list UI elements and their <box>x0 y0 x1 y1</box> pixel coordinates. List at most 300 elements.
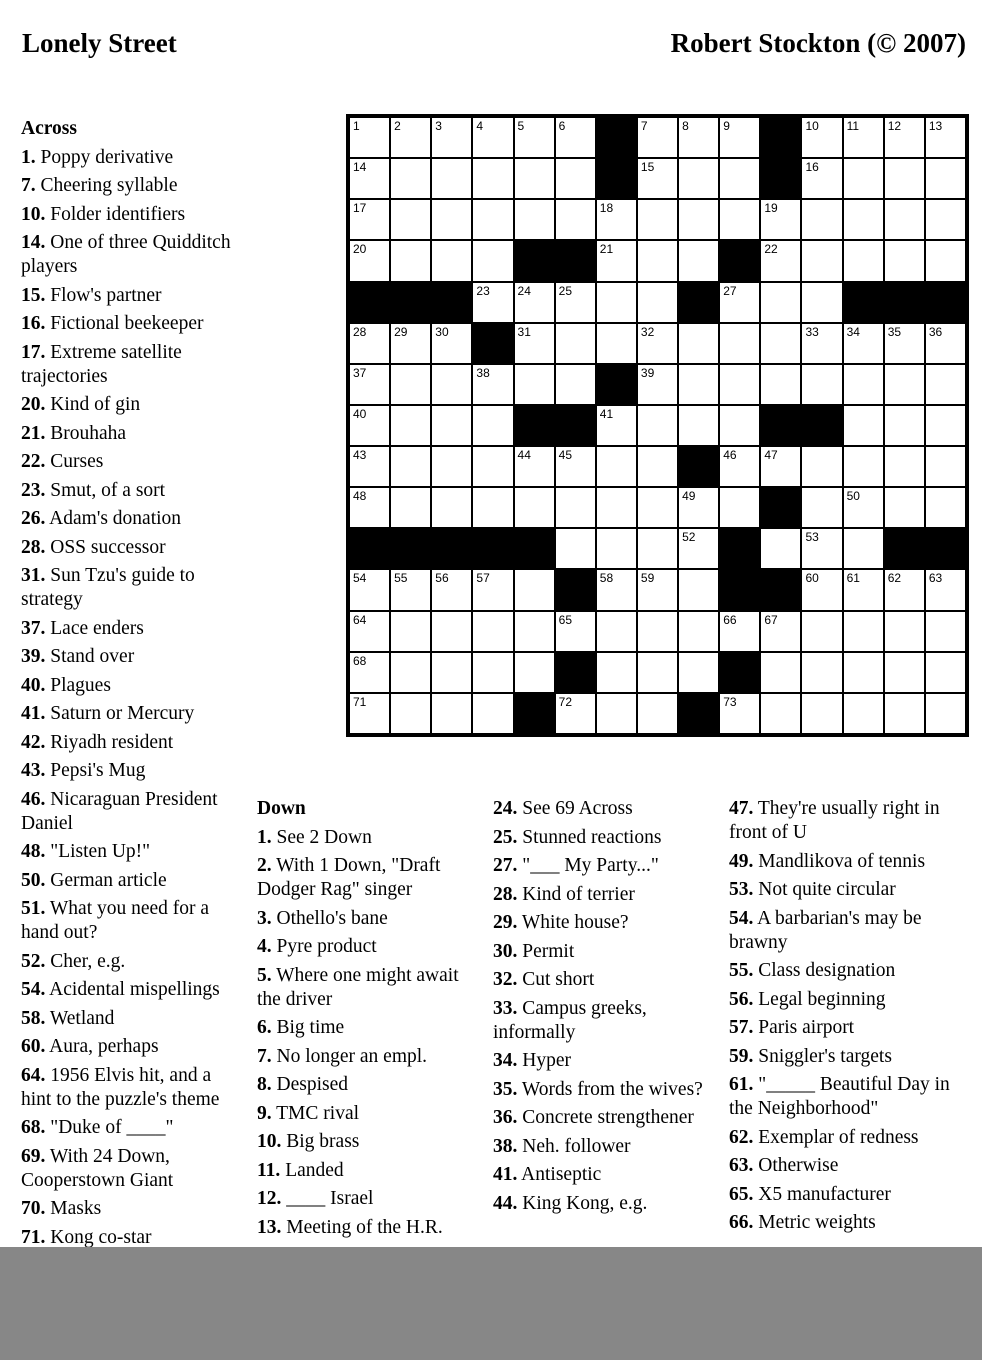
grid-cell[interactable] <box>884 446 925 487</box>
clue-item <box>21 1197 239 1221</box>
grid-cell[interactable] <box>431 446 472 487</box>
grid-cell[interactable] <box>678 158 719 199</box>
grid-cell[interactable] <box>760 240 801 281</box>
grid-cell[interactable] <box>678 199 719 240</box>
cell-number: 16 <box>805 160 819 175</box>
grid-cell[interactable] <box>390 693 431 734</box>
grid-cell[interactable] <box>843 487 884 528</box>
grid-cell[interactable] <box>760 693 801 734</box>
grid-cell[interactable] <box>431 405 472 446</box>
grid-cell[interactable] <box>637 611 678 652</box>
clue-number: 47. <box>729 798 754 819</box>
grid-cell[interactable] <box>760 364 801 405</box>
clue-item <box>21 174 239 198</box>
clue-item <box>21 840 239 864</box>
grid-cell[interactable] <box>596 528 637 569</box>
grid-cell[interactable] <box>390 652 431 693</box>
clue-text: Acidental mispellings <box>45 979 220 1000</box>
grid-cell[interactable] <box>390 199 431 240</box>
clue-text: Cut short <box>517 969 595 990</box>
across-clues <box>21 117 239 1254</box>
clue-number: 37. <box>21 617 46 639</box>
grid-cell[interactable] <box>637 323 678 364</box>
grid-cell[interactable] <box>925 652 966 693</box>
grid-cell[interactable] <box>719 364 760 405</box>
grid-cell[interactable] <box>637 117 678 158</box>
grid-cell[interactable] <box>390 405 431 446</box>
grid-cell[interactable] <box>801 364 842 405</box>
grid-cell[interactable] <box>925 405 966 446</box>
grid-block <box>514 528 555 569</box>
grid-cell[interactable] <box>596 652 637 693</box>
grid-cell[interactable] <box>637 282 678 323</box>
grid-cell[interactable] <box>637 199 678 240</box>
down-clues-column-1 <box>257 797 479 1244</box>
grid-cell[interactable] <box>349 652 390 693</box>
bottom-overlay-bar <box>0 1247 982 1360</box>
clue-item <box>21 1007 239 1031</box>
cell-number: 6 <box>558 119 566 133</box>
grid-cell[interactable] <box>596 199 637 240</box>
grid-cell[interactable] <box>801 323 842 364</box>
grid-cell[interactable] <box>801 569 842 610</box>
grid-cell[interactable] <box>431 240 472 281</box>
cell-number: 71 <box>353 694 367 709</box>
clue-number: 35. <box>493 1078 518 1100</box>
grid-cell[interactable] <box>637 528 678 569</box>
grid-cell[interactable] <box>349 323 390 364</box>
grid-cell[interactable] <box>514 446 555 487</box>
grid-block <box>472 323 513 364</box>
grid-cell[interactable] <box>637 569 678 610</box>
crossword-grid <box>346 114 969 737</box>
grid-cell[interactable] <box>925 323 966 364</box>
clue-item <box>21 897 239 945</box>
grid-cell[interactable] <box>801 240 842 281</box>
grid-cell[interactable] <box>514 158 555 199</box>
grid-cell[interactable] <box>637 652 678 693</box>
clue-item <box>21 1226 239 1250</box>
grid-cell[interactable] <box>390 364 431 405</box>
grid-cell[interactable] <box>843 240 884 281</box>
clue-text: Neh. follower <box>517 1135 631 1157</box>
clue-text: Cher, e.g. <box>45 950 126 972</box>
clue-number: 56. <box>729 988 754 1010</box>
grid-cell[interactable] <box>349 240 390 281</box>
grid-cell[interactable] <box>514 569 555 610</box>
clue-number: 12. <box>257 1188 282 1209</box>
grid-cell[interactable] <box>637 693 678 734</box>
grid-cell[interactable] <box>884 158 925 199</box>
grid-cell[interactable] <box>472 405 513 446</box>
grid-cell[interactable] <box>884 199 925 240</box>
grid-block <box>760 158 801 199</box>
clue-item <box>729 988 951 1012</box>
clue-item <box>493 1049 715 1073</box>
cell-number: 30 <box>435 324 449 339</box>
grid-cell[interactable] <box>555 693 596 734</box>
grid-cell[interactable] <box>801 652 842 693</box>
clue-number: 23. <box>21 479 46 501</box>
grid-cell[interactable] <box>925 487 966 528</box>
grid-cell[interactable] <box>719 117 760 158</box>
grid-cell[interactable] <box>843 323 884 364</box>
grid-cell[interactable] <box>431 569 472 610</box>
grid-cell[interactable] <box>637 364 678 405</box>
grid-cell[interactable] <box>596 446 637 487</box>
grid-cell[interactable] <box>472 446 513 487</box>
grid-cell[interactable] <box>431 364 472 405</box>
clue-text: Aura, perhaps <box>45 1036 159 1057</box>
clue-text: With 1 Down, "Draft Dodger Rag" singer <box>257 855 441 900</box>
clue-text: With 24 Down, Cooperstown Giant <box>21 1145 174 1191</box>
grid-cell[interactable] <box>843 569 884 610</box>
clue-item <box>729 850 951 874</box>
grid-cell[interactable] <box>678 240 719 281</box>
grid-block <box>596 158 637 199</box>
grid-cell[interactable] <box>390 158 431 199</box>
clue-item <box>493 1163 715 1187</box>
grid-cell[interactable] <box>555 282 596 323</box>
grid-cell[interactable] <box>390 323 431 364</box>
grid-cell[interactable] <box>555 117 596 158</box>
grid-cell[interactable] <box>472 240 513 281</box>
grid-cell[interactable] <box>678 652 719 693</box>
cell-number: 72 <box>558 694 573 709</box>
grid-cell[interactable] <box>596 405 637 446</box>
cell-number: 43 <box>353 448 367 463</box>
grid-cell[interactable] <box>472 158 513 199</box>
grid-cell[interactable] <box>596 323 637 364</box>
clue-item <box>729 1045 951 1069</box>
grid-cell[interactable] <box>884 117 925 158</box>
grid-cell[interactable] <box>349 611 390 652</box>
grid-cell[interactable] <box>390 117 431 158</box>
clue-number: 20. <box>21 394 46 415</box>
clue-number: 53. <box>729 879 754 900</box>
grid-cell[interactable] <box>637 446 678 487</box>
clue-item <box>257 935 479 959</box>
clue-text: See 2 Down <box>271 826 372 848</box>
clue-item <box>493 1135 715 1159</box>
grid-cell[interactable] <box>925 117 966 158</box>
clue-number: 14. <box>21 232 46 253</box>
clue-item <box>729 878 951 902</box>
cell-number: 36 <box>928 324 943 339</box>
grid-cell[interactable] <box>472 611 513 652</box>
grid-cell[interactable] <box>349 117 390 158</box>
grid-block <box>925 282 966 323</box>
grid-cell[interactable] <box>514 199 555 240</box>
grid-cell[interactable] <box>514 282 555 323</box>
cell-number: 13 <box>928 119 943 133</box>
cell-number: 11 <box>846 119 860 133</box>
grid-cell[interactable] <box>390 487 431 528</box>
grid-cell[interactable] <box>349 693 390 734</box>
grid-cell[interactable] <box>719 282 760 323</box>
grid-cell[interactable] <box>514 323 555 364</box>
grid-cell[interactable] <box>801 487 842 528</box>
grid-cell[interactable] <box>472 282 513 323</box>
grid-cell[interactable] <box>925 446 966 487</box>
clue-number: 41. <box>21 703 46 724</box>
clue-text: Hyper <box>517 1050 571 1071</box>
grid-cell[interactable] <box>637 158 678 199</box>
grid-cell[interactable] <box>801 693 842 734</box>
grid-cell[interactable] <box>884 652 925 693</box>
grid-cell[interactable] <box>843 117 884 158</box>
clue-item <box>21 869 239 893</box>
cell-number: 37 <box>353 365 367 380</box>
cell-number: 29 <box>394 324 408 339</box>
grid-cell[interactable] <box>472 487 513 528</box>
clue-text: Cheering syllable <box>35 175 178 196</box>
cell-number: 22 <box>764 242 778 257</box>
cell-number: 32 <box>640 324 655 339</box>
grid-block <box>719 652 760 693</box>
grid-cell[interactable] <box>678 528 719 569</box>
grid-cell[interactable] <box>514 364 555 405</box>
grid-cell[interactable] <box>431 693 472 734</box>
grid-cell[interactable] <box>843 446 884 487</box>
grid-cell[interactable] <box>843 528 884 569</box>
cell-number: 1 <box>353 119 360 133</box>
clue-item <box>21 702 239 726</box>
cell-number: 18 <box>599 201 614 216</box>
clue-number: 11. <box>257 1159 281 1181</box>
clue-number: 7. <box>21 175 36 196</box>
grid-cell[interactable] <box>349 446 390 487</box>
cell-number: 64 <box>353 612 367 627</box>
clue-text: Poppy derivative <box>35 146 174 168</box>
grid-cell[interactable] <box>349 199 390 240</box>
grid-cell[interactable] <box>349 405 390 446</box>
grid-cell[interactable] <box>514 487 555 528</box>
grid-block <box>390 282 431 323</box>
clue-text: 1956 Elvis hit, and a hint to the puzzle's theme <box>21 1064 220 1110</box>
clue-number: 24. <box>493 798 518 819</box>
cell-number: 28 <box>353 324 367 339</box>
grid-cell[interactable] <box>719 199 760 240</box>
clue-item <box>257 854 479 902</box>
clue-item <box>257 1187 479 1211</box>
grid-cell[interactable] <box>843 693 884 734</box>
grid-cell[interactable] <box>678 117 719 158</box>
clue-number: 26. <box>21 508 46 529</box>
grid-cell[interactable] <box>925 611 966 652</box>
grid-cell[interactable] <box>925 693 966 734</box>
clue-text: Kind of gin <box>45 394 141 415</box>
grid-cell[interactable] <box>555 364 596 405</box>
grid-block <box>349 282 390 323</box>
clue-item <box>21 731 239 755</box>
grid-cell[interactable] <box>596 240 637 281</box>
grid-cell[interactable] <box>678 323 719 364</box>
grid-block <box>514 693 555 734</box>
grid-cell[interactable] <box>431 158 472 199</box>
grid-cell[interactable] <box>760 323 801 364</box>
grid-cell[interactable] <box>719 693 760 734</box>
cell-number: 9 <box>723 119 730 133</box>
clue-text: Landed <box>280 1159 344 1181</box>
grid-cell[interactable] <box>884 405 925 446</box>
cell-number: 66 <box>723 612 737 627</box>
grid-cell[interactable] <box>390 611 431 652</box>
grid-cell[interactable] <box>555 446 596 487</box>
grid-cell[interactable] <box>801 528 842 569</box>
grid-cell[interactable] <box>555 323 596 364</box>
grid-cell[interactable] <box>596 611 637 652</box>
grid-cell[interactable] <box>843 364 884 405</box>
clue-item <box>21 564 239 612</box>
grid-cell[interactable] <box>678 611 719 652</box>
grid-cell[interactable] <box>555 487 596 528</box>
clue-text: Campus greeks, informally <box>493 997 647 1043</box>
grid-cell[interactable] <box>678 364 719 405</box>
grid-cell[interactable] <box>760 282 801 323</box>
grid-cell[interactable] <box>719 487 760 528</box>
grid-cell[interactable] <box>719 323 760 364</box>
grid-block <box>719 569 760 610</box>
clue-number: 36. <box>493 1107 518 1128</box>
grid-cell[interactable] <box>596 282 637 323</box>
grid-cell[interactable] <box>719 405 760 446</box>
grid-cell[interactable] <box>719 611 760 652</box>
grid-block <box>843 282 884 323</box>
grid-cell[interactable] <box>596 487 637 528</box>
clue-text: Mandlikova of tennis <box>753 850 926 872</box>
clue-number: 46. <box>21 788 46 810</box>
clue-item <box>493 968 715 992</box>
grid-cell[interactable] <box>678 487 719 528</box>
clue-text: Wetland <box>45 1007 115 1029</box>
grid-cell[interactable] <box>678 405 719 446</box>
grid-cell[interactable] <box>472 569 513 610</box>
grid-cell[interactable] <box>884 693 925 734</box>
grid-cell[interactable] <box>925 240 966 281</box>
grid-cell[interactable] <box>884 569 925 610</box>
grid-cell[interactable] <box>884 240 925 281</box>
grid-cell[interactable] <box>431 199 472 240</box>
clue-item <box>21 422 239 446</box>
clue-text: Smut, of a sort <box>45 479 166 501</box>
clue-text: What you need for a hand out? <box>21 898 210 943</box>
grid-cell[interactable] <box>801 446 842 487</box>
clue-number: 68. <box>21 1117 46 1138</box>
grid-cell[interactable] <box>555 611 596 652</box>
puzzle-title: Lonely Street <box>22 28 177 58</box>
grid-cell[interactable] <box>431 652 472 693</box>
clue-text: Metric weights <box>753 1212 876 1233</box>
grid-cell[interactable] <box>801 117 842 158</box>
grid-cell[interactable] <box>349 569 390 610</box>
grid-cell[interactable] <box>843 405 884 446</box>
grid-cell[interactable] <box>349 364 390 405</box>
grid-cell[interactable] <box>884 364 925 405</box>
clue-item <box>21 341 239 389</box>
grid-cell[interactable] <box>431 487 472 528</box>
grid-cell[interactable] <box>637 487 678 528</box>
grid-cell[interactable] <box>884 487 925 528</box>
grid-cell[interactable] <box>925 158 966 199</box>
cell-number: 50 <box>846 489 860 504</box>
grid-cell[interactable] <box>843 652 884 693</box>
grid-cell[interactable] <box>801 282 842 323</box>
grid-cell[interactable] <box>678 569 719 610</box>
grid-cell[interactable] <box>801 611 842 652</box>
grid-cell[interactable] <box>925 199 966 240</box>
cell-number: 54 <box>353 571 367 586</box>
grid-block <box>596 364 637 405</box>
cell-number: 12 <box>887 119 902 133</box>
grid-cell[interactable] <box>596 693 637 734</box>
grid-cell[interactable] <box>514 652 555 693</box>
grid-cell[interactable] <box>555 199 596 240</box>
grid-cell[interactable] <box>390 569 431 610</box>
grid-cell[interactable] <box>760 446 801 487</box>
grid-cell[interactable] <box>514 611 555 652</box>
grid-cell[interactable] <box>555 528 596 569</box>
clue-text: Meeting of the H.R. <box>281 1216 443 1238</box>
grid-cell[interactable] <box>884 611 925 652</box>
grid-cell[interactable] <box>637 240 678 281</box>
grid-cell[interactable] <box>843 199 884 240</box>
grid-cell[interactable] <box>390 446 431 487</box>
clue-number: 34. <box>493 1050 518 1071</box>
clue-number: 31. <box>21 565 46 586</box>
grid-cell[interactable] <box>719 446 760 487</box>
grid-cell[interactable] <box>637 405 678 446</box>
cell-number: 46 <box>723 448 737 463</box>
grid-cell[interactable] <box>843 158 884 199</box>
grid-cell[interactable] <box>801 158 842 199</box>
grid-cell[interactable] <box>925 569 966 610</box>
clue-number: 40. <box>21 674 46 696</box>
grid-cell[interactable] <box>472 117 513 158</box>
grid-cell[interactable] <box>760 199 801 240</box>
grid-cell[interactable] <box>719 158 760 199</box>
grid-block <box>555 569 596 610</box>
cell-number: 27 <box>723 283 737 298</box>
grid-cell[interactable] <box>472 693 513 734</box>
grid-cell[interactable] <box>472 364 513 405</box>
grid-cell[interactable] <box>514 117 555 158</box>
grid-cell[interactable] <box>801 199 842 240</box>
grid-cell[interactable] <box>925 364 966 405</box>
grid-cell[interactable] <box>884 323 925 364</box>
grid-cell[interactable] <box>555 158 596 199</box>
clue-item <box>257 1073 479 1097</box>
grid-cell[interactable] <box>760 652 801 693</box>
grid-cell[interactable] <box>843 611 884 652</box>
grid-cell[interactable] <box>431 117 472 158</box>
grid-cell[interactable] <box>596 569 637 610</box>
clue-text: Sniggler's targets <box>753 1045 892 1067</box>
clue-number: 51. <box>21 898 46 919</box>
grid-cell[interactable] <box>760 528 801 569</box>
grid-cell[interactable] <box>431 323 472 364</box>
grid-cell[interactable] <box>431 611 472 652</box>
grid-cell[interactable] <box>349 158 390 199</box>
clue-number: 59. <box>729 1045 754 1067</box>
grid-cell[interactable] <box>472 652 513 693</box>
grid-cell[interactable] <box>472 199 513 240</box>
clue-text: Pyre product <box>271 936 377 957</box>
grid-cell[interactable] <box>760 611 801 652</box>
grid-cell[interactable] <box>349 487 390 528</box>
grid-cell[interactable] <box>390 240 431 281</box>
grid-block <box>349 528 390 569</box>
